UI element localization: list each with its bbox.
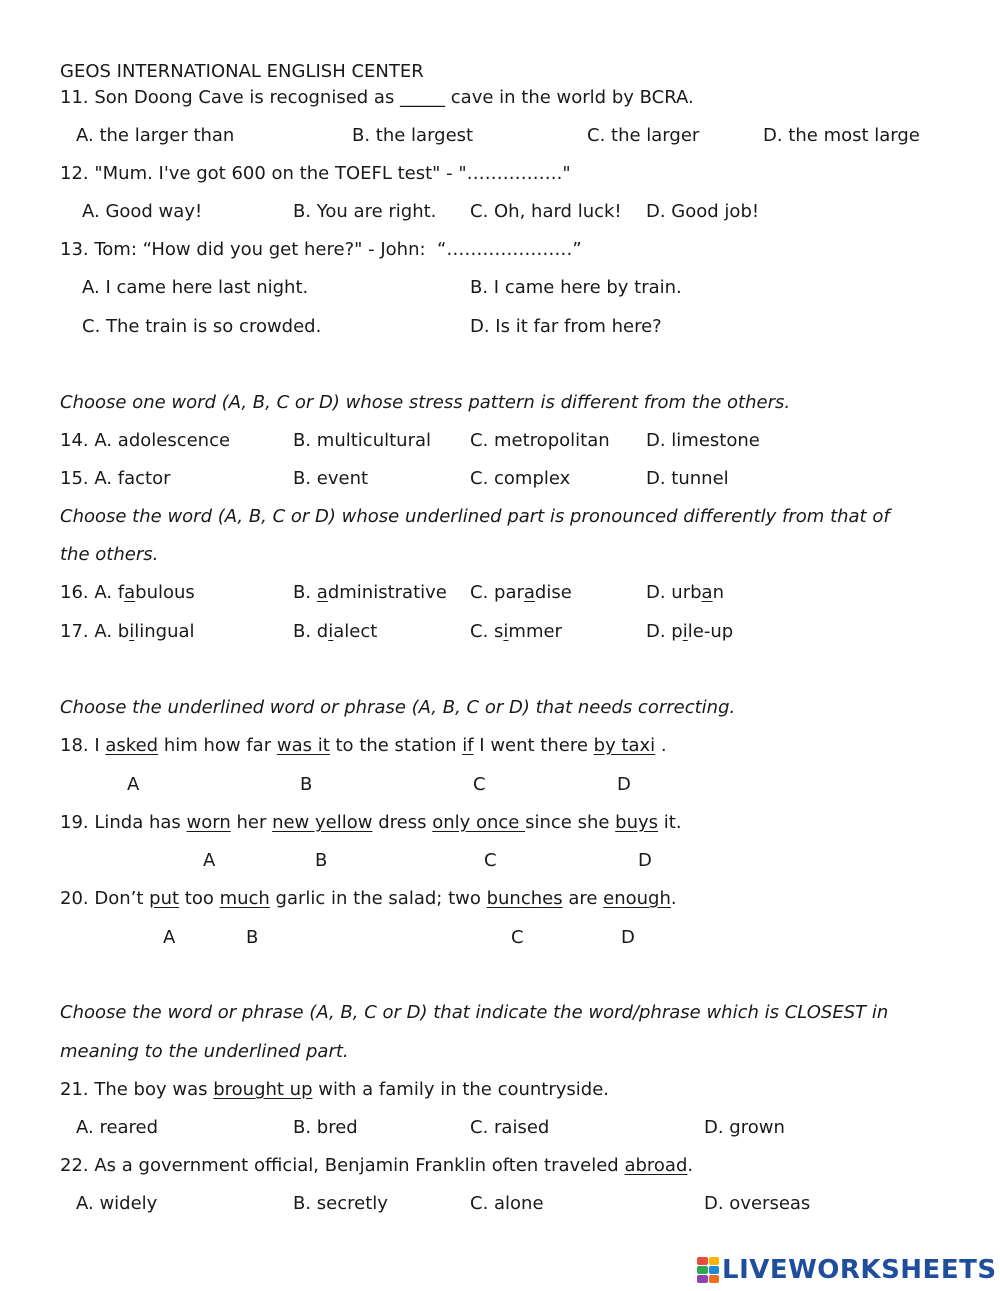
question-18-sentence: 18. I asked him how far was it to the station if I went there by taxi . (60, 735, 667, 756)
question-14-option-b[interactable]: B. multicultural (293, 430, 431, 451)
underlined-phrase-d[interactable]: enough (603, 888, 671, 909)
question-20-label-d: D (621, 927, 635, 948)
liveworksheets-logo[interactable] (697, 1255, 997, 1285)
question-15-option-b[interactable]: B. event (293, 468, 369, 489)
question-22-option-a[interactable]: A. widely (76, 1193, 158, 1214)
worksheet-title: GEOS INTERNATIONAL ENGLISH CENTER (60, 61, 424, 82)
question-16-option-d[interactable]: D. urban (646, 582, 724, 603)
question-18-label-a: A (127, 774, 140, 795)
question-21-option-c[interactable]: C. raised (470, 1117, 550, 1138)
question-15-option-c[interactable]: C. complex (470, 468, 571, 489)
instruction-error-correction: Choose the underlined word or phrase (A, B, C or D) that needs correcting. (60, 697, 736, 718)
question-11-option-a[interactable]: A. the larger than (76, 125, 235, 146)
question-18-label-b: B (300, 774, 313, 795)
underlined-phrase-b[interactable]: much (219, 888, 270, 909)
question-22-stem: 22. As a government official, Benjamin Franklin often traveled abroad. (60, 1155, 694, 1176)
question-13-option-a[interactable]: A. I came here last night. (82, 277, 309, 298)
underlined-phrase-a[interactable]: worn (186, 812, 231, 833)
question-22-option-c[interactable]: C. alone (470, 1193, 544, 1214)
instruction-closest-line-2: meaning to the underlined part. (60, 1041, 349, 1062)
underlined-letter: i (328, 621, 334, 642)
underlined-phrase-b[interactable]: was it (276, 735, 330, 756)
question-13-option-c[interactable]: C. The train is so crowded. (82, 316, 322, 337)
underlined-letter: a (124, 582, 136, 603)
question-19-sentence: 19. Linda has worn her new yellow dress only once since she buys it. (60, 812, 682, 833)
underlined-letter: i (129, 621, 135, 642)
question-12-option-a[interactable]: A. Good way! (82, 201, 203, 222)
underlined-phrase-c[interactable]: if (462, 735, 474, 756)
question-19-label-d: D (638, 850, 652, 871)
question-22-option-d[interactable]: D. overseas (704, 1193, 811, 1214)
question-15-option-d[interactable]: D. tunnel (646, 468, 729, 489)
question-14-option-d[interactable]: D. limestone (646, 430, 760, 451)
underlined-letter: a (316, 582, 328, 603)
question-11-option-b[interactable]: B. the largest (352, 125, 474, 146)
question-16-option-a[interactable]: 16. A. fabulous (60, 582, 195, 603)
underlined-letter: i (682, 621, 688, 642)
instruction-stress: Choose one word (A, B, C or D) whose stress pattern is different from the others. (60, 392, 791, 413)
instruction-pronunciation-line-1: Choose the word (A, B, C or D) whose underlined part is pronounced differently from that of (60, 506, 890, 527)
question-17-option-d[interactable]: D. pile-up (646, 621, 734, 642)
underlined-phrase-d[interactable]: by taxi (593, 735, 656, 756)
instruction-closest-line-1: Choose the word or phrase (A, B, C or D) that indicate the word/phrase which is CLOSEST in (60, 1002, 889, 1023)
underlined-phrase-c[interactable]: bunches (486, 888, 563, 909)
underlined-phrase: brought up (213, 1079, 313, 1100)
question-20-label-b: B (246, 927, 259, 948)
question-12-option-c[interactable]: C. Oh, hard luck! (470, 201, 622, 222)
question-17-option-b[interactable]: B. dialect (293, 621, 378, 642)
underlined-letter: a (523, 582, 535, 603)
question-13-option-b[interactable]: B. I came here by train. (470, 277, 682, 298)
instruction-pronunciation-line-2: the others. (60, 544, 159, 565)
question-19-label-b: B (315, 850, 328, 871)
question-21-option-a[interactable]: A. reared (76, 1117, 159, 1138)
question-12-option-b[interactable]: B. You are right. (293, 201, 437, 222)
question-15-option-a[interactable]: 15. A. factor (60, 468, 171, 489)
question-21-option-b[interactable]: B. bred (293, 1117, 358, 1138)
underlined-phrase: abroad (624, 1155, 688, 1176)
question-22-option-b[interactable]: B. secretly (293, 1193, 388, 1214)
question-17-option-c[interactable]: C. simmer (470, 621, 562, 642)
question-17-option-a[interactable]: 17. A. bilingual (60, 621, 195, 642)
question-19-label-c: C (484, 850, 497, 871)
question-21-option-d[interactable]: D. grown (704, 1117, 785, 1138)
underlined-phrase-b[interactable]: new yellow (272, 812, 373, 833)
question-11-option-c[interactable]: C. the larger (587, 125, 700, 146)
question-13-option-d[interactable]: D. Is it far from here? (470, 316, 662, 337)
question-14-option-c[interactable]: C. metropolitan (470, 430, 610, 451)
underlined-phrase-c[interactable]: only once (432, 812, 526, 833)
question-20-label-a: A (163, 927, 176, 948)
question-20-sentence: 20. Don’t put too much garlic in the salad; two bunches are enough. (60, 888, 677, 909)
question-14-option-a[interactable]: 14. A. adolescence (60, 430, 231, 451)
question-11-option-d[interactable]: D. the most large (763, 125, 920, 146)
question-18-label-d: D (617, 774, 631, 795)
question-11-stem: 11. Son Doong Cave is recognised as _____ cave in the world by BCRA. (60, 87, 694, 108)
question-19-label-a: A (203, 850, 216, 871)
liveworksheets-logo-icon (697, 1257, 719, 1283)
question-13-stem: 13. Tom: “How did you get here?" - John: “…………………” (60, 239, 582, 260)
question-16-option-b[interactable]: B. administrative (293, 582, 447, 603)
question-20-label-c: C (511, 927, 524, 948)
underlined-phrase-a[interactable]: asked (105, 735, 159, 756)
underlined-phrase-a[interactable]: put (149, 888, 180, 909)
question-21-stem: 21. The boy was brought up with a family in the countryside. (60, 1079, 610, 1100)
underlined-letter: a (701, 582, 713, 603)
underlined-letter: i (503, 621, 509, 642)
question-12-option-d[interactable]: D. Good job! (646, 201, 760, 222)
liveworksheets-logo-text: LIVEWORKSHEETS (722, 1255, 997, 1285)
question-16-option-c[interactable]: C. paradise (470, 582, 572, 603)
question-18-label-c: C (473, 774, 486, 795)
question-12-stem: 12. "Mum. I've got 600 on the TOEFL test" - "……………." (60, 163, 571, 184)
underlined-phrase-d[interactable]: buys (615, 812, 659, 833)
